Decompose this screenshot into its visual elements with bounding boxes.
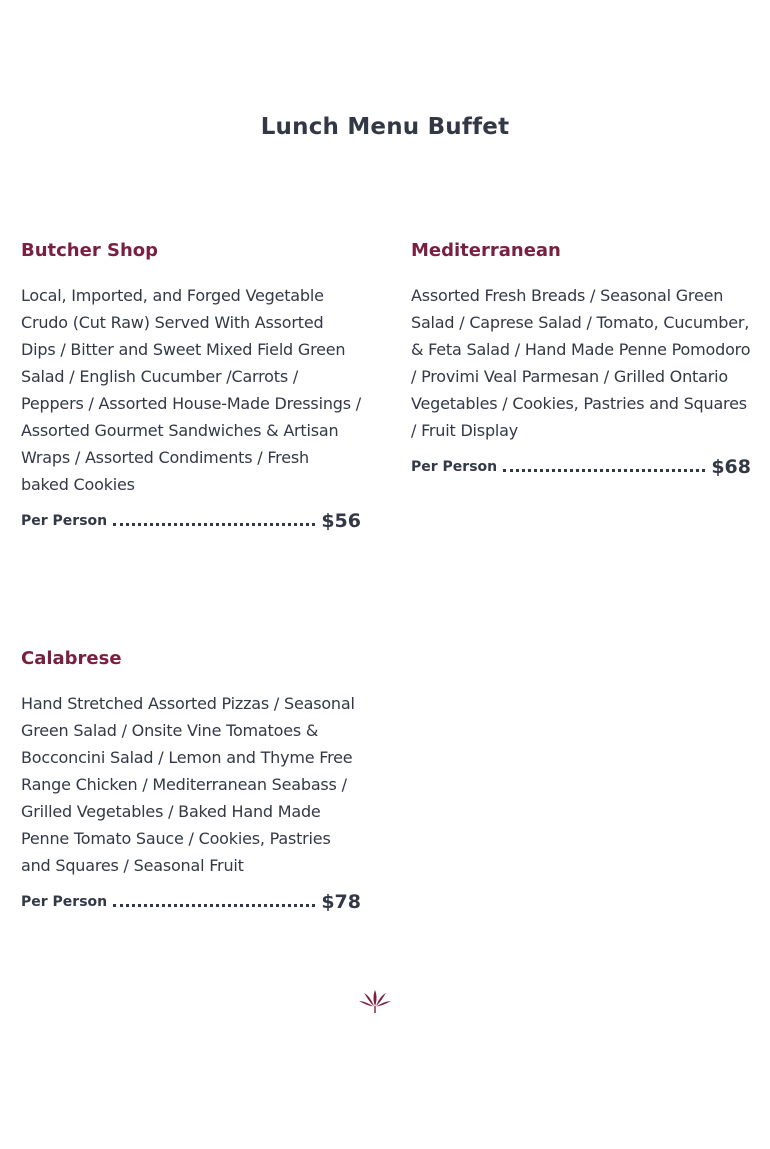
menu-section-butcher-shop bbox=[21, 238, 361, 532]
menu-section-mediterranean bbox=[411, 238, 751, 478]
lotus-ornament-icon bbox=[358, 986, 392, 1014]
price-value: $68 bbox=[711, 456, 751, 478]
dotted-leader bbox=[503, 469, 705, 472]
dotted-leader bbox=[113, 523, 315, 526]
section-title: Calabrese bbox=[21, 648, 122, 669]
dotted-leader bbox=[113, 904, 315, 907]
price-row bbox=[21, 887, 361, 913]
section-description: Hand Stretched Assorted Pizzas / Seasonal Green Salad / Onsite Vine Tomatoes & Bocconcini Salad / Lemon and Thyme Free Range Chicken / Mediterranean Seabass / Grilled Vegetables / Baked Hand Made Penne Tomato Sauce / Cookies, Pastries and Squares / Seasonal Fruit bbox=[21, 694, 355, 875]
menu-section-calabrese bbox=[21, 646, 361, 913]
price-label: Per Person bbox=[21, 513, 108, 529]
section-title: Butcher Shop bbox=[21, 240, 159, 261]
price-label: Per Person bbox=[21, 894, 108, 910]
section-description: Local, Imported, and Forged Vegetable Crudo (Cut Raw) Served With Assorted Dips / Bitter and Sweet Mixed Field Green Salad / English Cucumber /Carrots / Peppers / Assorted House-Made Dressings / Assorted Gourmet Sandwiches & Artisan Wraps / Assorted Condiments / Fresh baked Cookies bbox=[21, 286, 361, 494]
page-title: Lunch Menu Buffet bbox=[260, 114, 510, 140]
price-row bbox=[21, 506, 361, 532]
price-value: $78 bbox=[321, 891, 361, 913]
price-label: Per Person bbox=[411, 459, 498, 475]
price-value: $56 bbox=[321, 510, 361, 532]
price-row bbox=[411, 452, 751, 478]
section-title: Mediterranean bbox=[411, 240, 561, 261]
section-description: Assorted Fresh Breads / Seasonal Green Salad / Caprese Salad / Tomato, Cucumber, & Feta Salad / Hand Made Penne Pomodoro / Provimi Veal Parmesan / Grilled Ontario Vegetables / Cookies, Pastries and Squares / Fruit Display bbox=[411, 286, 751, 440]
